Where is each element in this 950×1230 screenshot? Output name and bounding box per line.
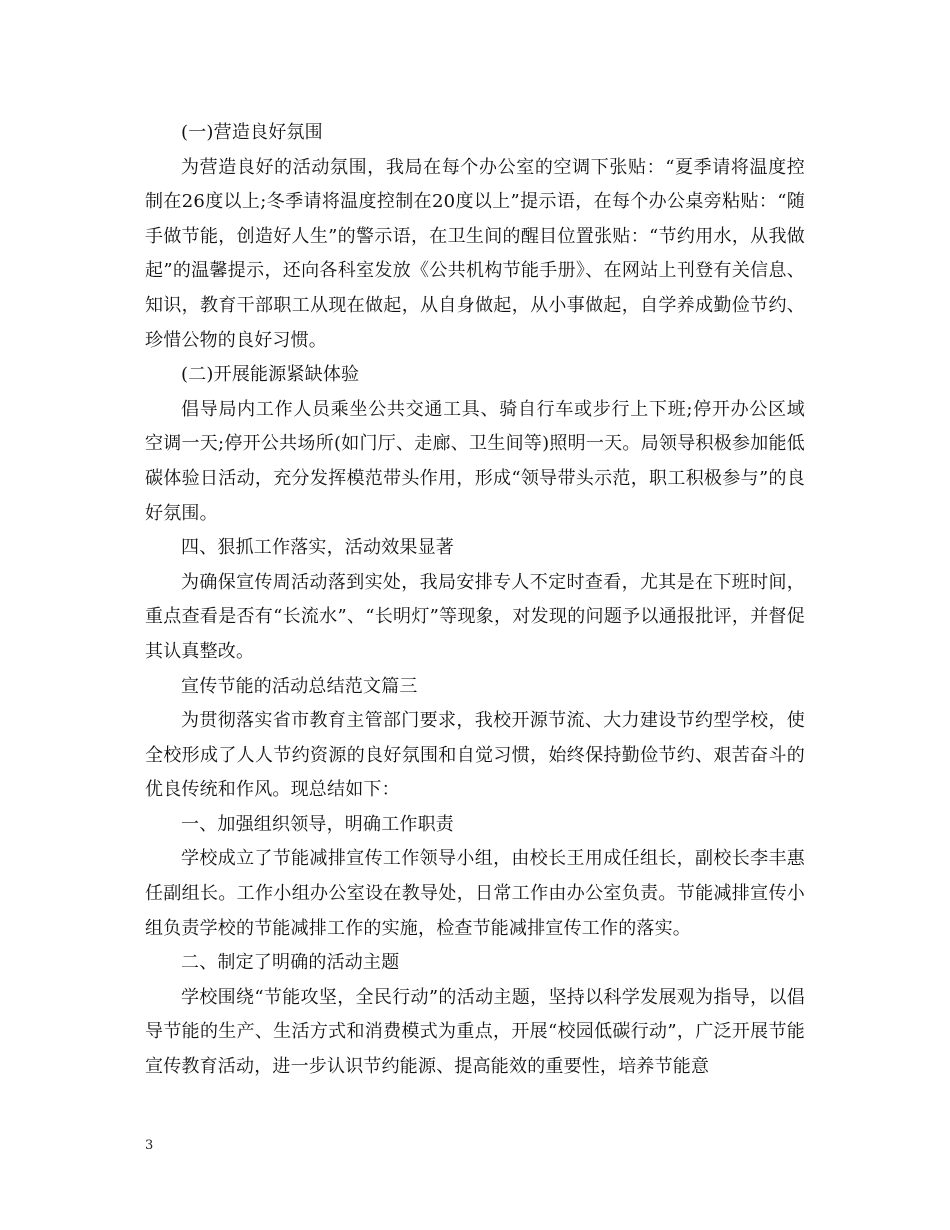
- body-paragraph: 为确保宣传周活动落到实处，我局安排专人不定时查看，尤其是在下班时间，重点查看是否有“长流水”、“长明灯”等现象，对发现的问题予以通报批评，并督促其认真整改。: [145, 571, 805, 662]
- section-heading: 四、狠抓工作落实，活动效果显著: [181, 537, 454, 559]
- section-heading: 二、制定了明确的活动主题: [181, 952, 400, 974]
- body-paragraph: 学校围绕“节能攻坚，全民行动”的活动主题，坚持以科学发展观为指导，以倡导节能的生产、生活方式和消费模式为重点，开展“校园低碳行动”，广泛开展节能宣传教育活动，进一步认识节约能源、提高能效的重要性，培养节能意: [145, 986, 805, 1078]
- section-heading: 一、加强组织领导，明确工作职责: [181, 813, 454, 835]
- document-body: [145, 116, 805, 1085]
- page-number: 3: [145, 1138, 154, 1153]
- section-heading: (一)营造良好氛围: [181, 122, 323, 143]
- section-heading: (二)开展能源紧缺体验: [181, 364, 360, 386]
- article-title: 宣传节能的活动总结范文篇三: [181, 675, 418, 697]
- body-paragraph: 学校成立了节能减排宣传工作领导小组，由校长王用成任组长，副校长李丰惠任副组长。工作小组办公室设在教导处，日常工作由办公室负责。节能减排宣传小组负责学校的节能减排工作的实施，检查节能减排宣传工作的落实。: [145, 848, 805, 939]
- body-paragraph: 为营造良好的活动氛围，我局在每个办公室的空调下张贴：“夏季请将温度控制在26度以上;冬季请将温度控制在20度以上”提示语，在每个办公桌旁粘贴：“随手做节能，创造好人生”的警示语，在卫生间的醒目位置张贴：“节约用水，从我做起”的温馨提示，还向各科室发放《公共机构节能手册》、在网站上刊登有关信息、知识，教育干部职工从现在做起，从自身做起，从小事做起，自学养成勤俭节约、珍惜公物的良好习惯。: [145, 156, 805, 351]
- body-paragraph: 为贯彻落实省市教育主管部门要求，我校开源节流、大力建设节约型学校，使全校形成了人人节约资源的良好氛围和自觉习惯，始终保持勤俭节约、艰苦奋斗的优良传统和作风。现总结如下：: [145, 710, 805, 801]
- body-paragraph: 倡导局内工作人员乘坐公共交通工具、骑自行车或步行上下班;停开办公区域空调一天;停开公共场所(如门厅、走廊、卫生间等)照明一天。局领导积极参加能低碳体验日活动，充分发挥模范带头作用，形成“领导带头示范，职工积极参与”的良好氛围。: [145, 398, 805, 524]
